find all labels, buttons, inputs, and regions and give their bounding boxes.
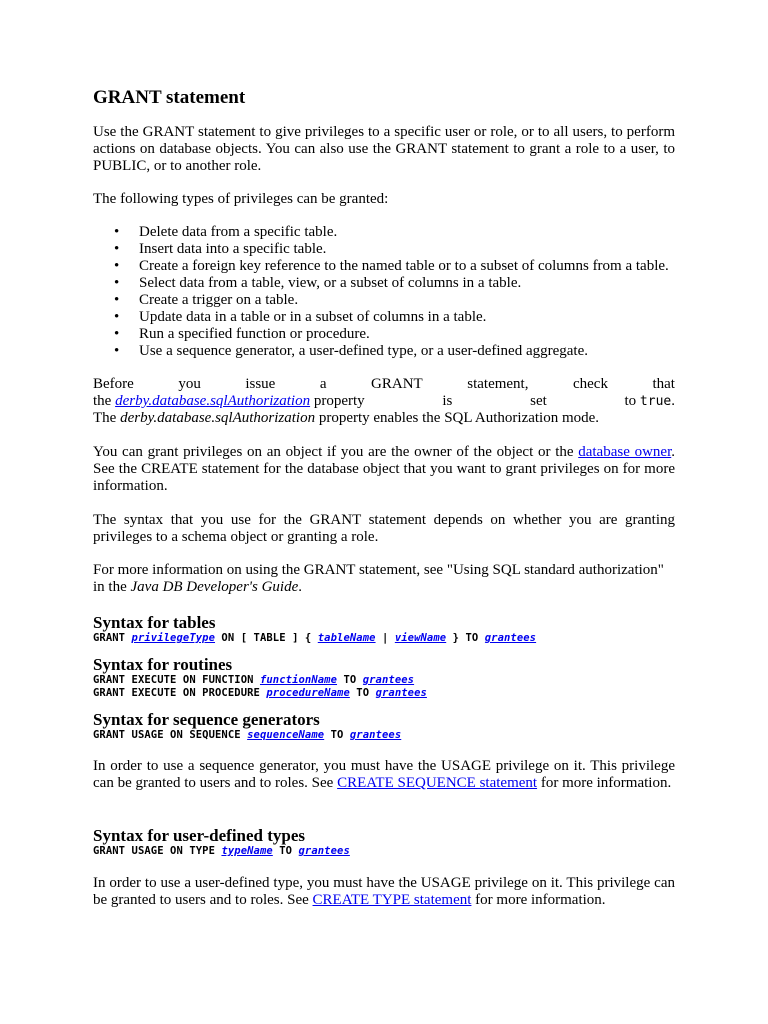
sequences-heading: Syntax for sequence generators <box>93 710 320 729</box>
routines-syntax-function: GRANT EXECUTE ON FUNCTION functionName TO grantees <box>93 674 415 686</box>
table-name-link[interactable]: tableName <box>317 632 376 644</box>
more-info-paragraph: For more information on using the GRANT statement, see "Using SQL standard authorization" in the Java DB Developer's Guide. <box>93 562 664 595</box>
grantees-link[interactable]: grantees <box>298 845 350 857</box>
list-item: • Insert data into a specific table. <box>93 241 675 258</box>
privilege-types-intro: The following types of privileges can be granted: <box>93 191 389 207</box>
udt-paragraph: In order to use a user-defined type, you must have the USAGE privilege on it. This privilege can be granted to users and to roles. See CREATE TYPE statement for more information. <box>93 875 675 908</box>
function-name-link[interactable]: functionName <box>259 674 338 686</box>
routines-heading: Syntax for routines <box>93 655 233 674</box>
page-title: GRANT statement <box>93 87 246 108</box>
grantees-link[interactable]: grantees <box>375 687 427 699</box>
sql-authorization-link[interactable]: derby.database.sqlAuthorization <box>115 393 311 409</box>
tables-heading: Syntax for tables <box>93 613 216 632</box>
sequence-name-link[interactable]: sequenceName <box>247 729 325 741</box>
udt-heading: Syntax for user-defined types <box>93 826 306 845</box>
grantees-link[interactable]: grantees <box>349 729 402 741</box>
before-paragraph <box>93 376 675 427</box>
grantees-link[interactable]: grantees <box>484 632 537 644</box>
privilege-list <box>93 224 675 360</box>
list-item: • Run a specified function or procedure. <box>93 326 675 343</box>
procedure-name-link[interactable]: procedureName <box>266 687 350 699</box>
true-code: true <box>639 394 672 409</box>
list-item: • Update data in a table or in a subset of columns in a table. <box>93 309 675 326</box>
intro-paragraph: Use the GRANT statement to give privileges to a specific user or role, or to all users, to perform actions on database objects. You can also use the GRANT statement to grant a role to a user, to PUBLIC, or to another role. <box>93 124 675 174</box>
routines-syntax-procedure: GRANT EXECUTE ON PROCEDURE procedureName TO grantees <box>93 687 427 699</box>
list-item: • Select data from a table, view, or a subset of columns in a table. <box>93 275 675 292</box>
privilege-type-link[interactable]: privilegeType <box>131 632 216 644</box>
list-item: • Create a foreign key reference to the named table or to a subset of columns from a table. <box>93 258 675 275</box>
developers-guide-title: Java DB Developer's Guide <box>130 579 299 595</box>
owner-paragraph: You can grant privileges on an object if you are the owner of the object or the database owner. See the CREATE statement for the database object that you want to grant privileges on for more information. <box>93 444 675 494</box>
database-owner-link[interactable]: database owner <box>578 444 672 460</box>
before-line-1: Before you issue a GRANT statement, check that <box>93 376 675 392</box>
list-item: • Delete data from a specific table. <box>93 224 675 241</box>
sequences-paragraph: In order to use a sequence generator, you must have the USAGE privilege on it. This privilege can be granted to users and to roles. See CREATE SEQUENCE statement for more information. <box>93 758 675 791</box>
before-line-3: The derby.database.sqlAuthorization property enables the SQL Authorization mode. <box>93 410 600 426</box>
view-name-link[interactable]: viewName <box>394 632 447 644</box>
type-name-link[interactable]: typeName <box>221 845 273 857</box>
syntax-paragraph: The syntax that you use for the GRANT statement depends on whether you are granting privileges to a schema object or granting a role. <box>93 512 675 545</box>
create-sequence-link[interactable]: CREATE SEQUENCE statement <box>337 775 538 791</box>
create-type-link[interactable]: CREATE TYPE statement <box>312 892 472 908</box>
grantees-link[interactable]: grantees <box>362 674 415 686</box>
list-item: • Use a sequence generator, a user-defined type, or a user-defined aggregate. <box>93 343 675 360</box>
list-item: • Create a trigger on a table. <box>93 292 675 309</box>
before-line-2: the derby.database.sqlAuthorization property is set to true. <box>93 393 675 409</box>
sequences-syntax: GRANT USAGE ON SEQUENCE sequenceName TO grantees <box>93 729 402 741</box>
tables-syntax: GRANT privilegeType ON [ TABLE ] { tableName | viewName } TO grantees <box>93 632 537 644</box>
udt-syntax: GRANT USAGE ON TYPE typeName TO grantees <box>93 845 350 857</box>
